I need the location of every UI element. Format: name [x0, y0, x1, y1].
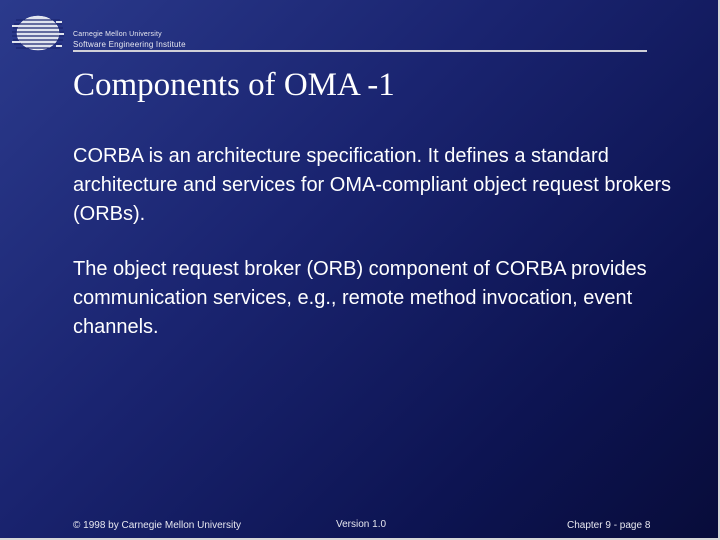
- sei-globe-logo-icon: [12, 14, 64, 52]
- org-institute-label: Software Engineering Institute: [73, 40, 186, 49]
- org-university-label: Carnegie Mellon University: [73, 31, 162, 38]
- body-paragraph-2: The object request broker (ORB) component of CORBA provides communication services, e.g., remote method invocation, event channels.: [73, 258, 647, 338]
- footer-page-number: Chapter 9 - page 8: [567, 520, 651, 531]
- slide-title: Components of OMA -1: [73, 67, 395, 103]
- body-paragraph-1: CORBA is an architecture specification. It defines a standard architecture and services for OMA-compliant object request brokers (ORBs).: [73, 145, 672, 225]
- footer-version: Version 1.0: [336, 519, 387, 530]
- footer-copyright: © 1998 by Carnegie Mellon University: [73, 520, 242, 531]
- header-divider: [73, 50, 647, 52]
